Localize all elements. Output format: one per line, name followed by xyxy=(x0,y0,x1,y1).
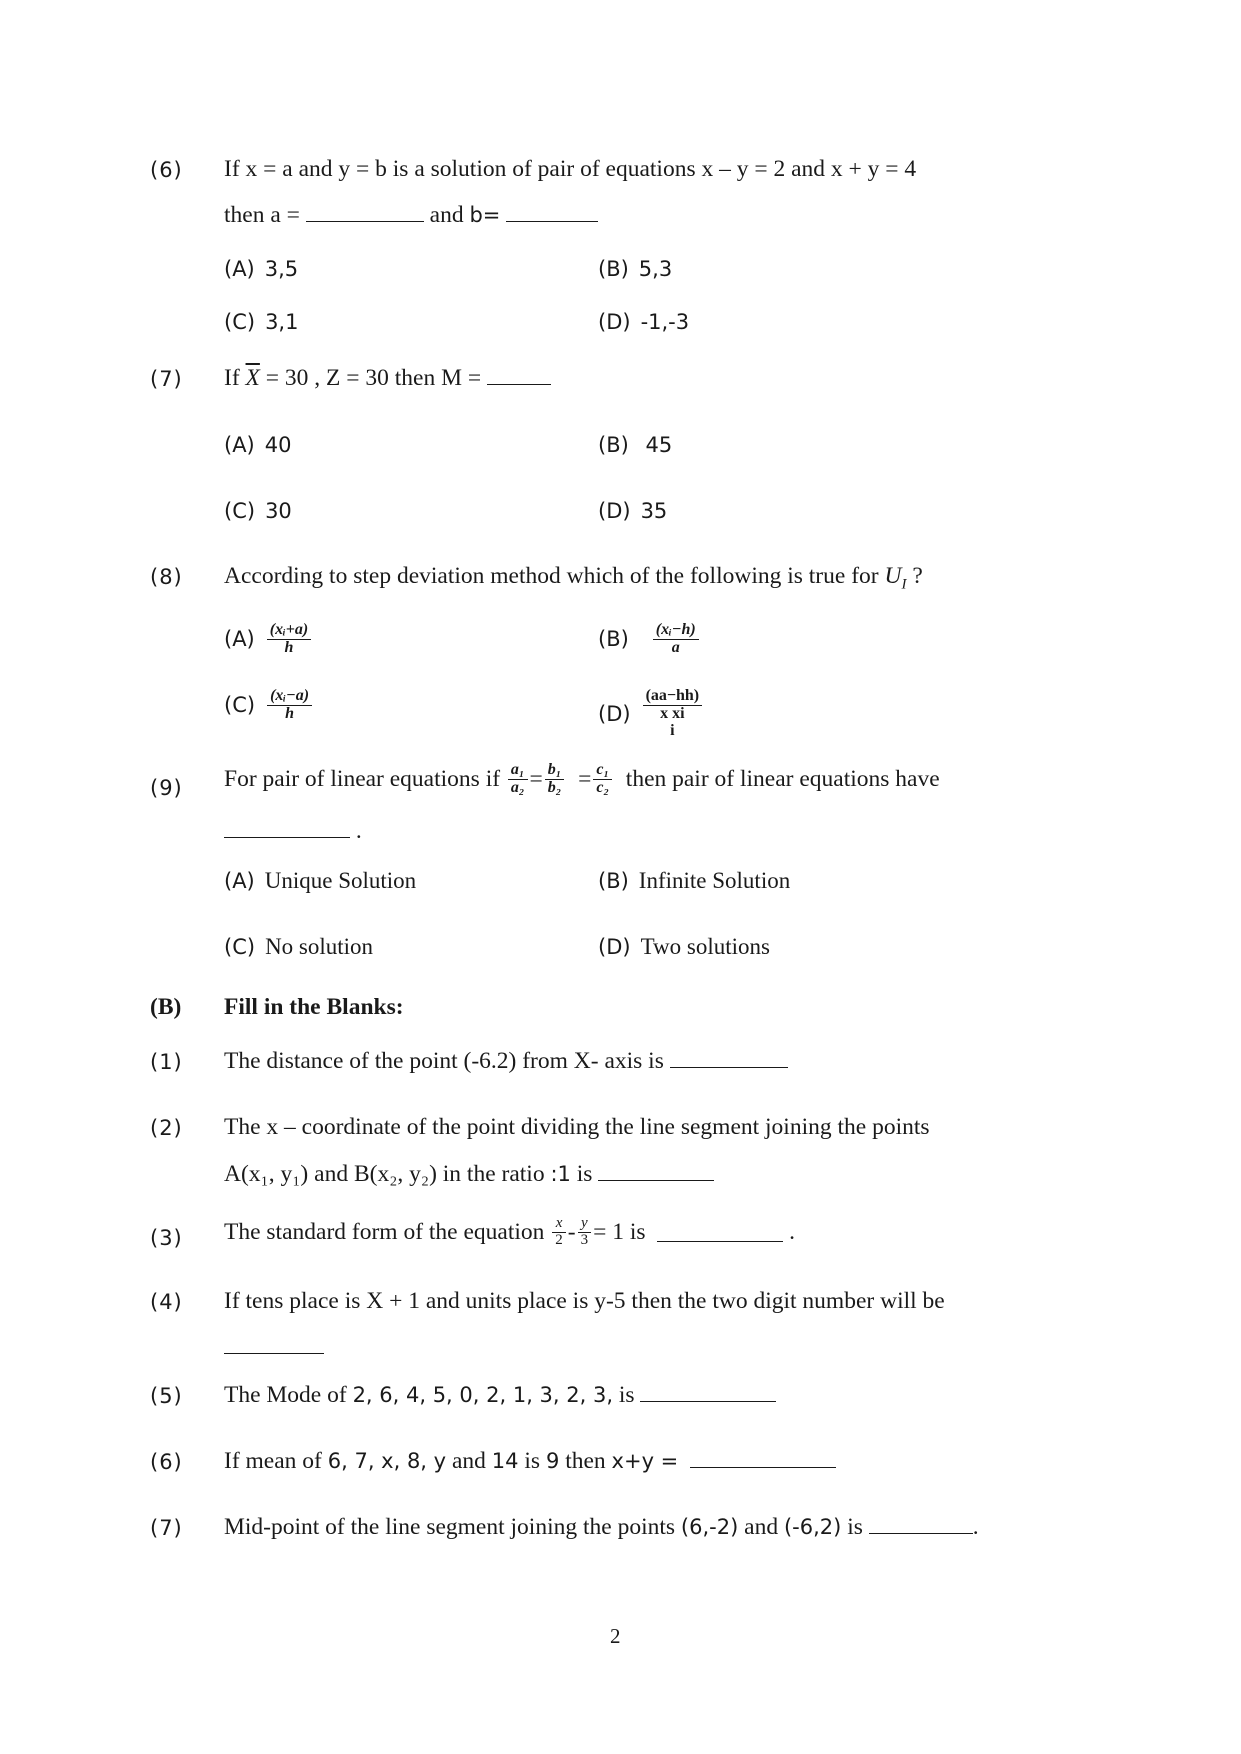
b4-text: If tens place is X + 1 and units place is y-5 then the two digit number will be xyxy=(224,1288,945,1314)
b2-number: (2) xyxy=(150,1116,183,1140)
q6-option-c: (C) 3,1 xyxy=(224,310,299,334)
q8-option-b: (B) $\frac{\text{(xᵢ−h)}}{a}$ xyxy=(598,622,701,657)
answer-blank xyxy=(598,1162,714,1181)
b5-number: (5) xyxy=(150,1384,183,1408)
q9-text: For pair of linear equations if $\frac{\text{a₁}}{\text{a₂}}$ = $\frac{\text{b₁}}{\text{b₂}}$ = $\frac{\text{c₁}}{\text{c₂}}$ then pair of linear equations have xyxy=(224,761,940,796)
answer-blank xyxy=(869,1515,973,1534)
b1-number: (1) xyxy=(150,1050,183,1074)
fraction: $\frac{\text{(xᵢ−a)}}{h}$ xyxy=(267,688,312,723)
b3-number: (3) xyxy=(150,1226,183,1250)
answer-blank xyxy=(224,1335,324,1354)
q7-text: If $\overline{X} = 30$ , Z = 30 then M = xyxy=(224,365,551,392)
q7-option-d: (D) 35 xyxy=(598,499,668,523)
b2-line1: The x – coordinate of the point dividing the line segment joining the points xyxy=(224,1114,930,1140)
q7-option-b: (B) 45 xyxy=(598,433,673,457)
b2-line2: A(x₁, y₁) and B(x₂, y₂) in the ratio :1 is xyxy=(224,1161,714,1188)
fraction: $\frac{\text{b₁}}{\text{b₂}}$ xyxy=(545,762,565,797)
q8-text: According to step deviation method which of the following is true for $U_I$ ? xyxy=(224,563,923,593)
answer-blank xyxy=(657,1223,783,1242)
fraction: (aa−hh) x xi i xyxy=(643,688,703,739)
b1-text: The distance of the point (-6.2) from X- axis is xyxy=(224,1048,788,1075)
q6-number: (6) xyxy=(150,158,183,182)
answer-blank xyxy=(640,1383,776,1402)
fraction: $\frac{\text{(xᵢ−h)}}{a}$ xyxy=(653,622,699,657)
answer-blank xyxy=(506,203,598,222)
fraction: $\frac{\text{c₁}}{\text{c₂}}$ xyxy=(593,762,612,797)
q7-number: (7) xyxy=(150,367,183,391)
b7-text: Mid-point of the line segment joining the points (6,-2) and (-6,2) is . xyxy=(224,1514,979,1540)
fraction: $\frac{y}{3}$ xyxy=(578,1216,592,1249)
b4-blank-line xyxy=(224,1334,324,1361)
b3-text: The standard form of the equation $\frac{x}{2}$ - $\frac{y}{3}$ = 1 is . xyxy=(224,1215,796,1248)
answer-blank xyxy=(690,1449,836,1468)
q9-option-b: (B) Infinite Solution xyxy=(598,868,791,893)
fraction: $\frac{\text{(xᵢ+a)}}{h}$ xyxy=(267,622,311,657)
q6-option-d: (D) -1,-3 xyxy=(598,310,690,334)
b6-text: If mean of 6, 7, x, 8, y and 14 is 9 then x+y = xyxy=(224,1448,836,1475)
fraction: $\frac{\text{a₁}}{\text{a₂}}$ xyxy=(508,762,528,797)
q8-number: (8) xyxy=(150,565,183,589)
answer-blank xyxy=(487,366,551,385)
q8-option-c: (C) $\frac{\text{(xᵢ−a)}}{h}$ xyxy=(224,688,314,723)
b5-text: The Mode of 2, 6, 4, 5, 0, 2, 1, 3, 2, 3, is xyxy=(224,1382,776,1409)
b4-number: (4) xyxy=(150,1290,183,1314)
answer-blank xyxy=(224,819,350,838)
fraction: $\frac{x}{2}$ xyxy=(552,1216,566,1249)
section-b-title: Fill in the Blanks: xyxy=(224,994,404,1020)
q9-line2: . xyxy=(224,818,362,845)
q7-option-a: (A) 40 xyxy=(224,433,292,457)
q6-line1: If x = a and y = b is a solution of pair of equations x – y = 2 and x + y = 4 xyxy=(224,156,917,182)
answer-blank xyxy=(670,1049,788,1068)
answer-blank xyxy=(306,203,424,222)
q9-option-c: (C) No solution xyxy=(224,934,374,959)
q9-option-d: (D) Two solutions xyxy=(598,934,770,959)
q7-option-c: (C) 30 xyxy=(224,499,292,523)
b6-number: (6) xyxy=(150,1450,183,1474)
q9-option-a: (A) Unique Solution xyxy=(224,868,417,893)
q8-option-d: (D) (aa−hh) x xi i xyxy=(598,688,704,739)
q8-option-a: (A) $\frac{\text{(xᵢ+a)}}{h}$ xyxy=(224,622,313,657)
q6-option-b: (B) 5,3 xyxy=(598,257,673,281)
page-number: 2 xyxy=(610,1624,621,1648)
q9-number: (9) xyxy=(150,776,183,800)
q6-option-a: (A) 3,5 xyxy=(224,257,299,281)
q6-line2: then a = and b= xyxy=(224,202,598,229)
b7-number: (7) xyxy=(150,1516,183,1540)
section-b-number: (B) xyxy=(150,994,182,1020)
